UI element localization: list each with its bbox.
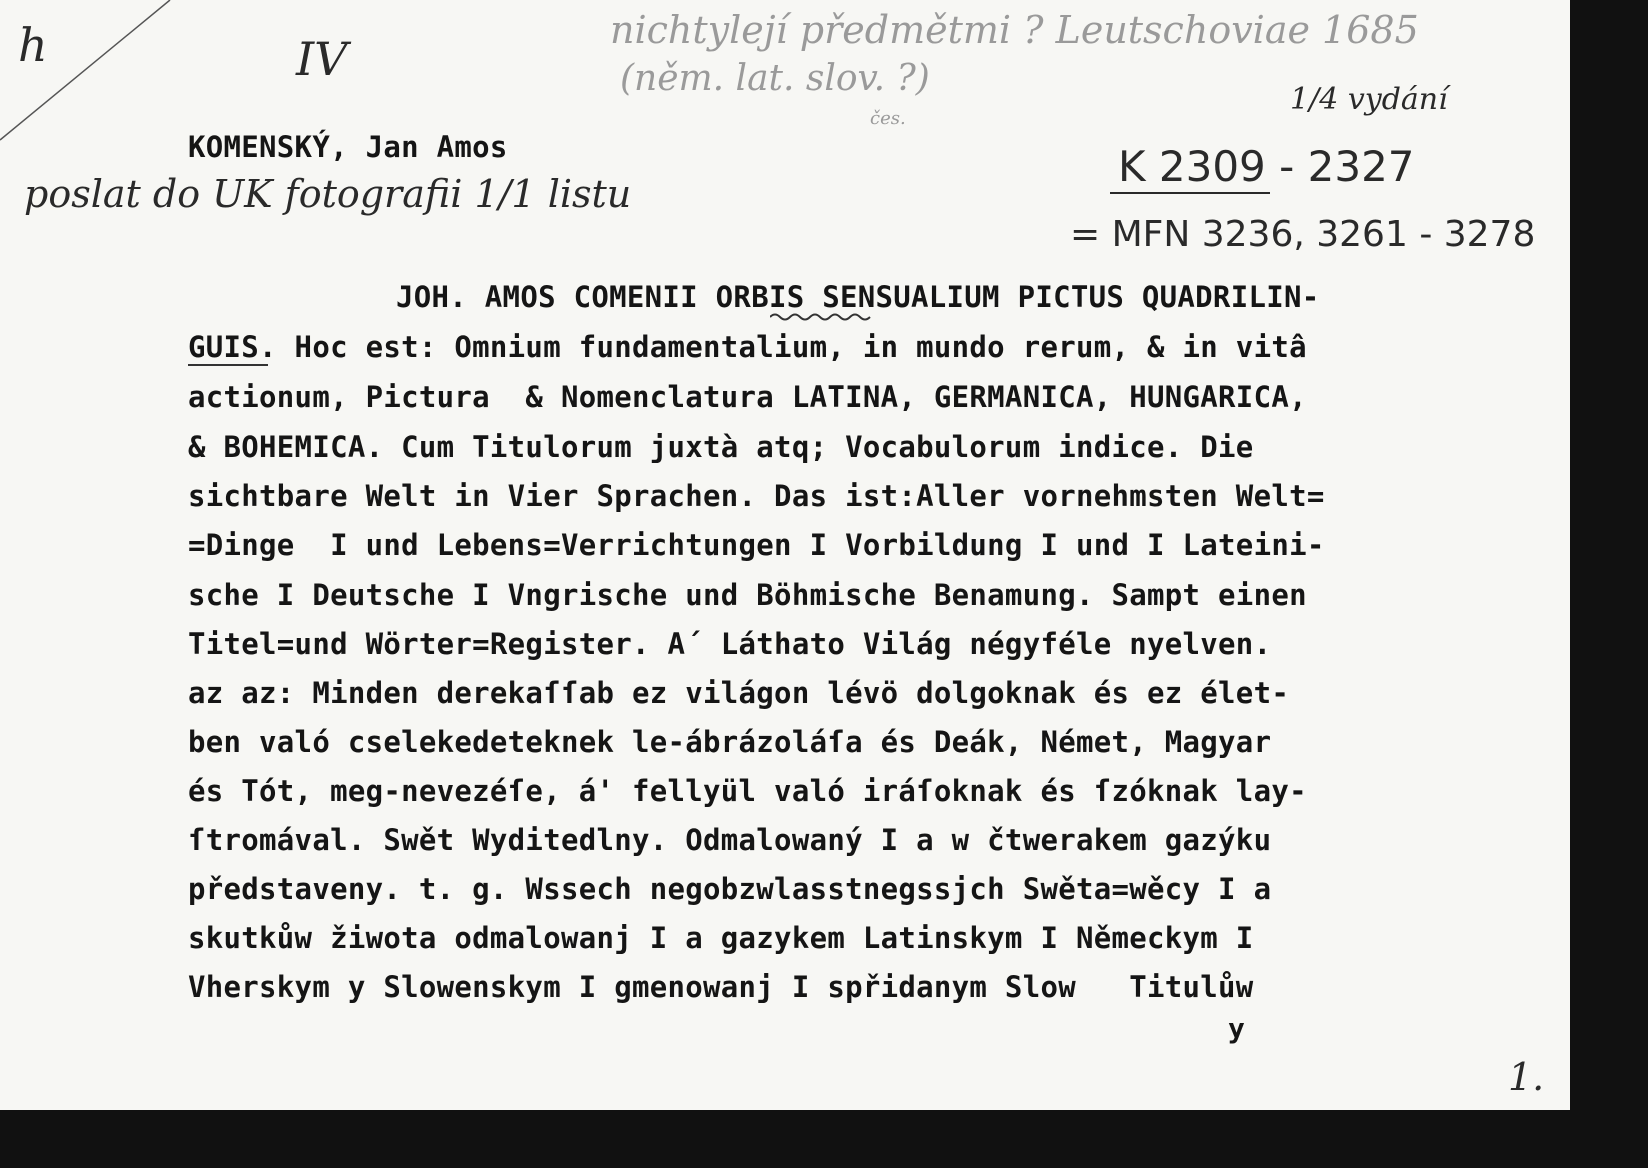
right-note: 1/4 vydání [1290,82,1448,117]
shelfmark-line1: K 2309 - 2327 [1118,142,1415,191]
body-line-15: Vherskym y Slowenskym I gmenowanj I spřidanym Slow Titulůw [188,970,1254,1004]
body-line-9: az az: Minden derekaſſab ez világon lévö dolgoknak és ez élet- [188,676,1290,710]
inserted-correction: y [1228,1012,1246,1045]
corner-mark-mid: IV [296,32,348,86]
shelfmark-underline [1110,190,1270,196]
body-line-4: & BOHEMICA. Cum Titulorum juxtà atq; Vocabulorum indice. Die [188,430,1254,464]
body-line-11: és Tót, meg-nevezéſe, á' fellyül való iráſoknak és ſzóknak lay- [188,774,1307,808]
shelfmark-line2: = MFN 3236, 3261 - 3278 [1070,214,1536,255]
body-line-5: sichtbare Welt in Vier Sprachen. Das ist:Aller vornehmsten Welt= [188,479,1325,513]
handwritten-note: poslat do UK fotografii 1/1 listu [24,172,632,216]
body-line-10: ben való cselekedeteknek le-ábrázoláſa és Deák, Német, Magyar [188,725,1272,759]
scan-border-right [1570,0,1648,1168]
body-line-8: Titel=und Wörter=Register. A´ Láthato Világ négyféle nyelven. [188,627,1272,661]
top-faint-note-line1: nichtylejí předmětmi ? Leutschoviae 1685 [610,8,1419,52]
top-faint-note-line2: (něm. lat. slov. ?) [620,58,930,99]
page-number: 1. [1508,1055,1545,1099]
corner-mark-left: h [18,18,48,72]
body-line-6: =Dinge I und Lebens=Verrichtungen I Vorbildung I und I Lateini- [188,528,1325,562]
orbis-wavy-underline [770,312,890,322]
body-line-2: GUIS. Hoc est: Omnium fundamentalium, in mundo rerum, & in vitâ [188,330,1307,364]
body-line-7: sche I Deutsche I Vngrische und Böhmische Benamung. Sampt einen [188,578,1307,612]
body-line-3: actionum, Pictura & Nomenclatura LATINA, GERMANICA, HUNGARICA, [188,380,1307,414]
body-line-1: JOH. AMOS COMENII ORBIS SENSUALIUM PICTUS QUADRILIN- [396,280,1320,314]
scan-border-bottom [0,1110,1648,1168]
body-line-12: ſtromával. Swět Wyditedlny. Odmalowaný I a w čtwerakem gazýku [188,823,1272,857]
author-heading: KOMENSKÝ, Jan Amos [188,130,508,164]
top-faint-note-line3: čes. [870,108,906,129]
guis-underline [188,362,268,368]
body-line-13: představeny. t. g. Wssech negobzwlasstnegssjch Swěta=wěcy I a [188,872,1272,906]
body-line-14: skutkůw žiwota odmalowanj I a gazykem Latinskym I Německym I [188,921,1254,955]
